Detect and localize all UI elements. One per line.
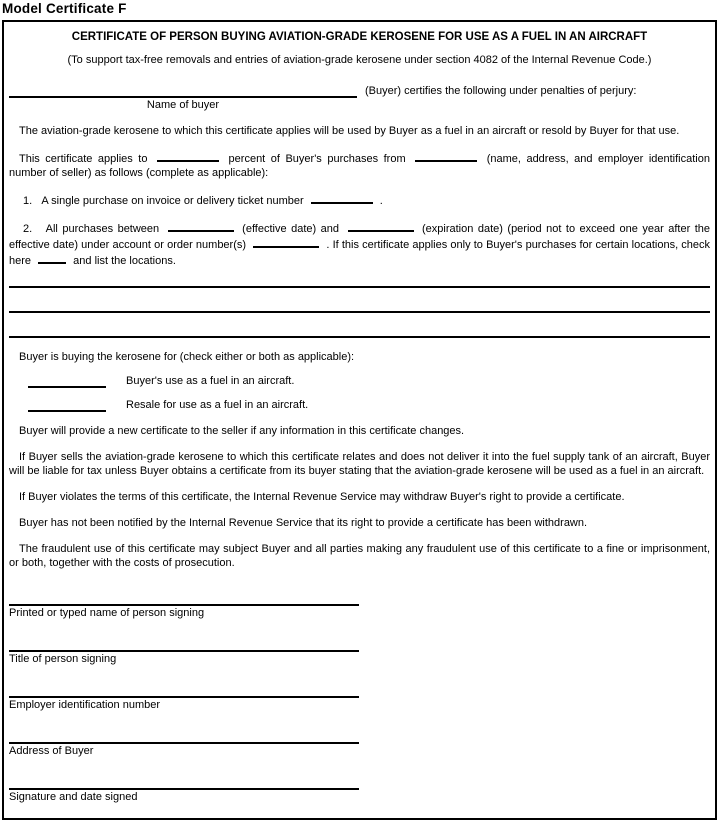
check-buyers-use <box>9 374 710 388</box>
sig-field-address-label: Address of Buyer <box>9 745 94 757</box>
para-liability: If Buyer sells the aviation-grade kerosene to which this certificate relates and does not deliver it into the fuel supply tank of an aircraft, Buyer will be liable for tax unless Buyer obtains a certificate from its buyer stating that the aviation-grade kerosene will be used as a fuel in an aircraft. <box>9 451 710 477</box>
para-new-certificate: Buyer will provide a new certificate to the seller if any information in this certificate changes. <box>19 425 465 437</box>
sig-field-ein-line <box>9 696 359 698</box>
para-certificate-applies: This certificate applies to percent of Buyer's purchases from (name, address, and employer identification number of seller) as follows (complete as applicable): <box>9 150 710 180</box>
sig-field-title-line <box>9 650 359 652</box>
ticket-number-blank <box>311 192 373 204</box>
order-number-blank <box>253 236 319 248</box>
para-kerosene-use: The aviation-grade kerosene to which this certificate applies will be used by Buyer as a fuel in an aircraft or resold by Buyer for that use. <box>19 125 680 137</box>
para-fraudulent-use: The fraudulent use of this certificate may subject Buyer and all parties making any fraudulent use of this certificate to a fine or imprisonment, or both, together with the costs of prosecution. <box>9 543 710 569</box>
name-of-buyer-label: Name of buyer <box>146 99 220 111</box>
check-buyers-use-label: Buyer's use as a fuel in an aircraft. <box>126 375 295 387</box>
sig-field-title-label: Title of person signing <box>9 653 117 665</box>
locations-write-in-line-3 <box>9 336 710 338</box>
certificate-body <box>9 124 710 804</box>
check-resale-label: Resale for use as a fuel in an aircraft. <box>126 399 309 411</box>
sig-field-address-line <box>9 742 359 744</box>
sig-field-ein-label: Employer identification number <box>9 699 161 711</box>
sig-field-address <box>9 742 359 758</box>
sig-field-signature-date-label: Signature and date signed <box>9 791 138 803</box>
certificate-box <box>2 20 717 820</box>
sig-field-ein <box>9 696 359 712</box>
check-buyers-use-blank <box>28 374 106 388</box>
check-resale <box>9 398 710 412</box>
seller-name-blank <box>415 150 477 162</box>
para-buying-for: Buyer is buying the kerosene for (check either or both as applicable): <box>19 351 355 363</box>
expiration-date-blank <box>348 220 414 232</box>
sig-field-title <box>9 650 359 666</box>
item-2-all-purchases: 2. All purchases between (effective date) and (expiration date) (period not to exceed one year after the effective date) under account or order number(s) . If this certificate applies only to Buyer's purchases for certain locations, check here and list the locations. <box>9 220 710 268</box>
check-here-blank <box>38 252 66 264</box>
sig-field-printed-name-label: Printed or typed name of person signing <box>9 607 205 619</box>
effective-date-blank <box>168 220 234 232</box>
locations-write-in-line-2 <box>9 311 710 313</box>
buyer-certifies-text: (Buyer) certifies the following under penalties of perjury: <box>365 85 637 97</box>
para-violation: If Buyer violates the terms of this certificate, the Internal Revenue Service may withdraw Buyer's right to provide a certificate. <box>19 491 625 503</box>
certificate-heading: CERTIFICATE OF PERSON BUYING AVIATION-GRADE KEROSENE FOR USE AS A FUEL IN AN AIRCRAFT <box>71 31 648 43</box>
sig-field-signature-date-line <box>9 788 359 790</box>
name-of-buyer-fill-line <box>9 84 357 98</box>
check-resale-blank <box>28 398 106 412</box>
document-title: Model Certificate F <box>2 1 127 16</box>
buyer-certify-row <box>9 84 710 98</box>
sig-field-printed-name <box>9 604 359 620</box>
sig-field-signature-date <box>9 788 359 804</box>
para-not-notified: Buyer has not been notified by the Internal Revenue Service that its right to provide a certificate has been withdrawn. <box>19 517 588 529</box>
item-1-single-purchase: 1. A single purchase on invoice or delivery ticket number . <box>9 192 710 208</box>
certificate-subheading: (To support tax-free removals and entries of aviation-grade kerosene under section 4082 of the Internal Revenue Code.) <box>67 54 652 66</box>
percent-blank <box>157 150 219 162</box>
locations-write-in-line-1 <box>9 286 710 288</box>
sig-field-printed-name-line <box>9 604 359 606</box>
